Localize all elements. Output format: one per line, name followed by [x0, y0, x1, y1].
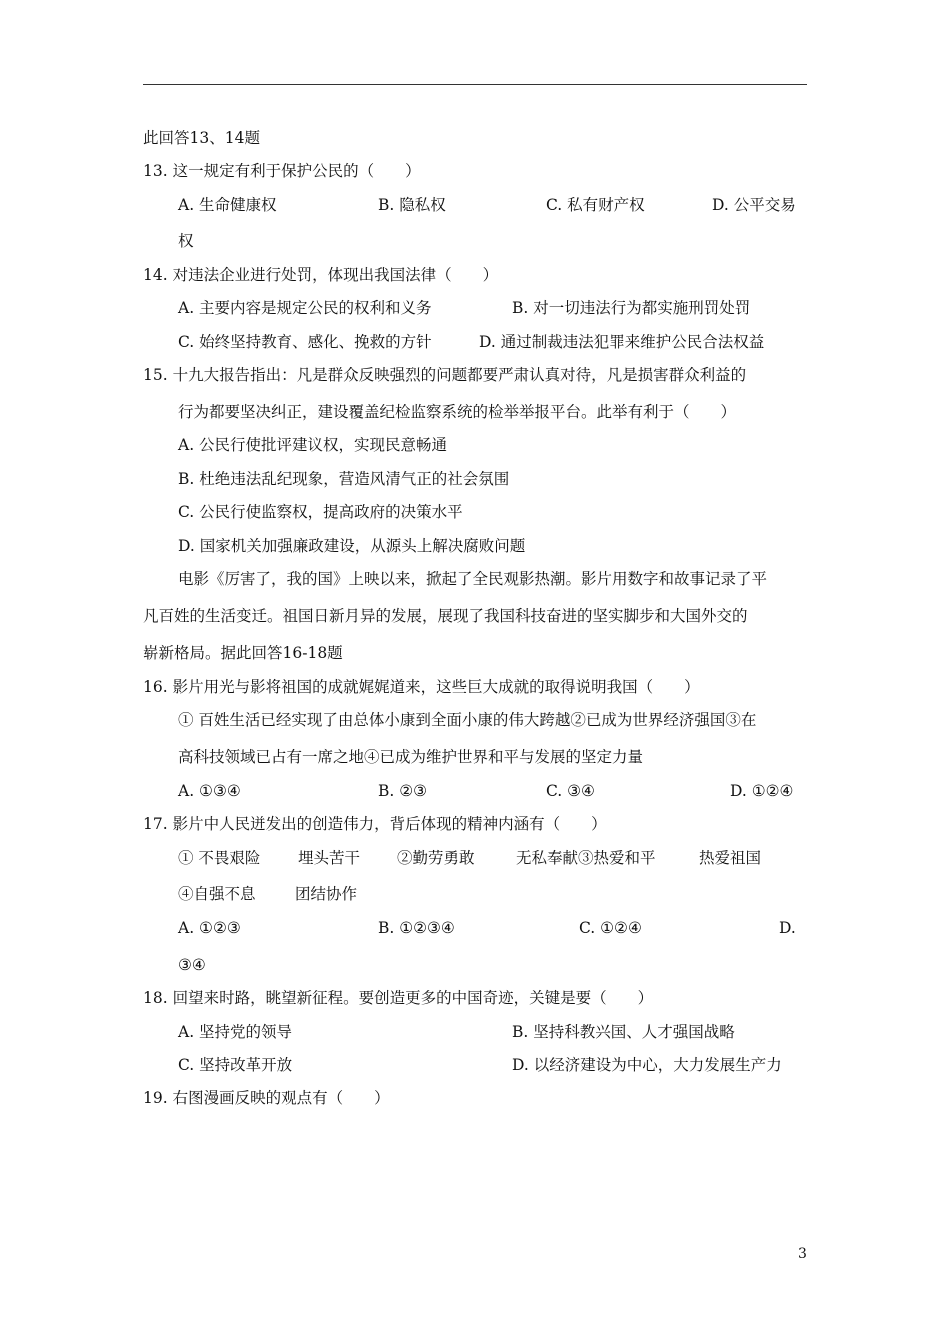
q14-stem: 14. 对违法企业进行处罚，体现出我国法律（ ） [143, 266, 499, 284]
q17-stem: 17. 影片中人民迸发出的创造伟力，背后体现的精神内涵有（ ） [143, 815, 607, 833]
q17-item-3: ②勤劳勇敢 [397, 849, 475, 867]
q16-option-b: B. ②③ [378, 782, 428, 800]
passage-line3: 崭新格局。据此回答16-18题 [143, 644, 343, 662]
q16-option-a: A. ①③④ [178, 782, 241, 800]
q18-option-d: D. 以经济建设为中心，大力发展生产力 [512, 1056, 782, 1074]
q15-option-a: A. 公民行使批评建议权，实现民意畅通 [178, 436, 448, 454]
q14-option-b: B. 对一切违法行为都实施刑罚处罚 [512, 299, 751, 317]
intro-tail: 此回答13、14题 [143, 129, 260, 147]
q17-option-d: D. [779, 919, 796, 937]
q13-option-b: B. 隐私权 [378, 196, 446, 214]
q18-option-c: C. 坚持改革开放 [178, 1056, 293, 1074]
page-number: 3 [798, 1246, 807, 1262]
q15-stem-line2: 行为都要坚决纠正，建设覆盖纪检监察系统的检举举报平台。此举有利于（ ） [178, 403, 737, 421]
q16-stem: 16. 影片用光与影将祖国的成就娓娓道来，这些巨大成就的取得说明我国（ ） [143, 678, 700, 696]
q17-item-6: ④自强不息 [178, 885, 256, 903]
q19-stem: 19. 右图漫画反映的观点有（ ） [143, 1089, 390, 1107]
header-rule [143, 84, 807, 85]
q15-option-b: B. 杜绝违法乱纪现象，营造风清气正的社会氛围 [178, 470, 510, 488]
q17-option-d-cont: ③④ [178, 956, 206, 974]
q16-option-c: C. ③④ [546, 782, 595, 800]
q18-stem: 18. 回望来时路，眺望新征程。要创造更多的中国奇迹，关键是要（ ） [143, 989, 654, 1007]
q17-item-2: 埋头苦干 [298, 849, 361, 867]
q16-statements-line1: ① 百姓生活已经实现了由总体小康到全面小康的伟大跨越②已成为世界经济强国③在 [178, 711, 757, 729]
q17-item-7: 团结协作 [295, 885, 358, 903]
q17-item-4: 无私奉献③热爱和平 [516, 849, 656, 867]
q17-item-1: ① 不畏艰险 [178, 849, 261, 867]
q17-option-b: B. ①②③④ [378, 919, 455, 937]
q14-option-c: C. 始终坚持教育、感化、挽救的方针 [178, 333, 432, 351]
q13-option-d-cont: 权 [178, 232, 194, 250]
q13-option-a: A. 生命健康权 [178, 196, 277, 214]
q13-option-d: D. 公平交易 [712, 196, 796, 214]
q17-option-a: A. ①②③ [178, 919, 241, 937]
q14-option-a: A. 主要内容是规定公民的权利和义务 [178, 299, 432, 317]
q16-option-d: D. ①②④ [730, 782, 794, 800]
passage-line2: 凡百姓的生活变迁。祖国日新月异的发展，展现了我国科技奋进的坚实脚步和大国外交的 [143, 607, 748, 625]
q17-item-5: 热爱祖国 [699, 849, 762, 867]
q15-stem-line1: 15. 十九大报告指出：凡是群众反映强烈的问题都要严肃认真对待，凡是损害群众利益的 [143, 366, 747, 384]
q18-option-a: A. 坚持党的领导 [178, 1023, 293, 1041]
q14-option-d: D. 通过制裁违法犯罪来维护公民合法权益 [479, 333, 765, 351]
q13-option-c: C. 私有财产权 [546, 196, 645, 214]
q15-option-c: C. 公民行使监察权，提高政府的决策水平 [178, 503, 463, 521]
q18-option-b: B. 坚持科教兴国、人才强国战略 [512, 1023, 735, 1041]
q15-option-d: D. 国家机关加强廉政建设，从源头上解决腐败问题 [178, 537, 526, 555]
q16-statements-line2: 高科技领域已占有一席之地④已成为维护世界和平与发展的坚定力量 [178, 748, 644, 766]
q13-stem: 13. 这一规定有利于保护公民的（ ） [143, 162, 421, 180]
passage-line1: 电影《厉害了，我的国》上映以来，掀起了全民观影热潮。影片用数字和故事记录了平 [178, 570, 768, 588]
q17-option-c: C. ①②④ [579, 919, 642, 937]
